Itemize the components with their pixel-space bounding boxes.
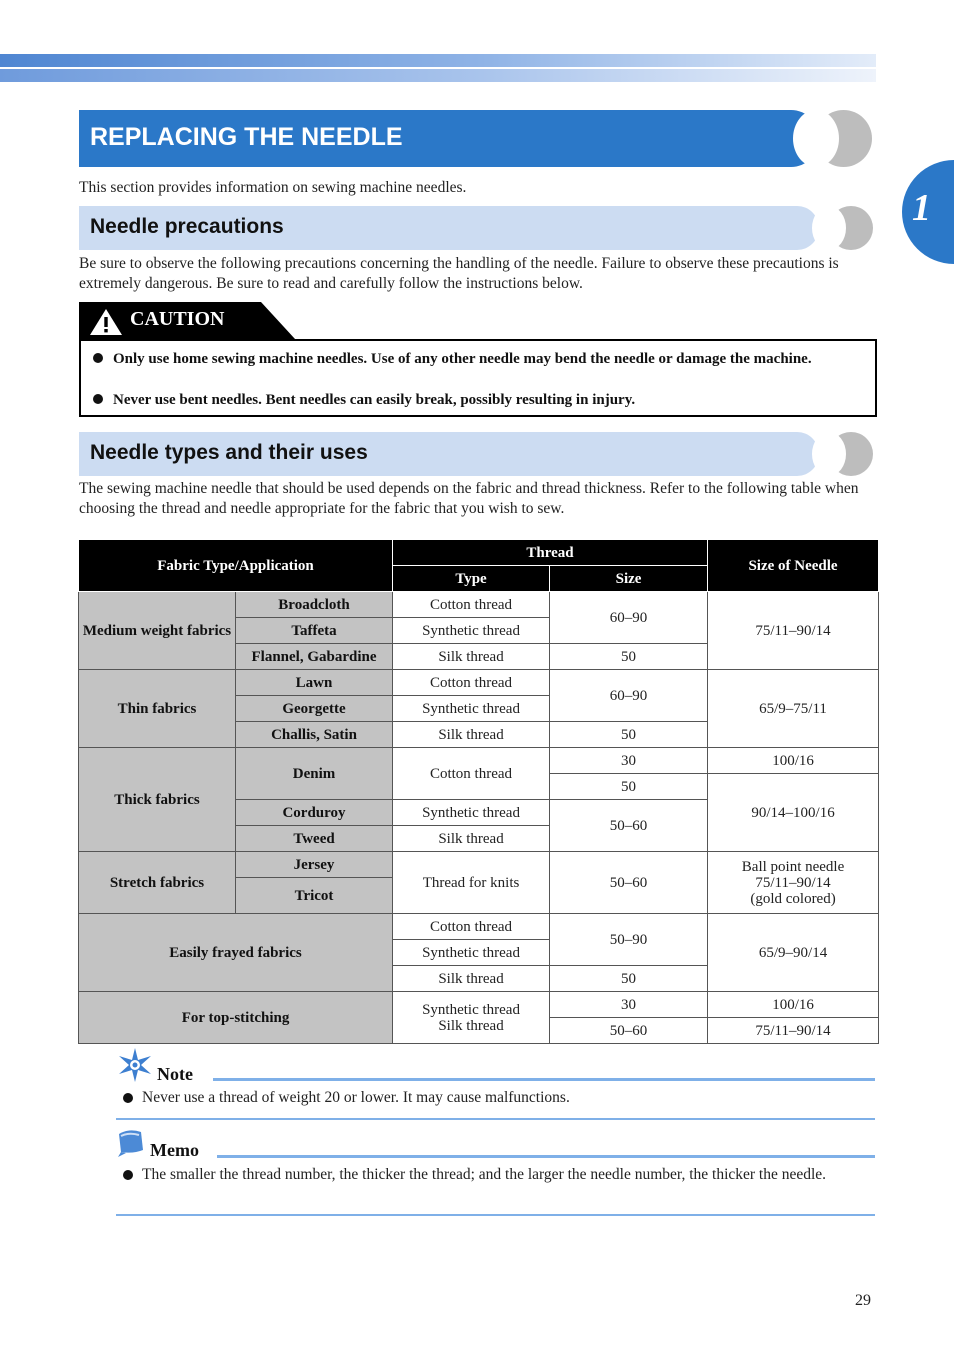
memo-bottom-rule: [116, 1214, 875, 1216]
group-cell: Medium weight fabrics: [79, 592, 236, 670]
table-row: [79, 992, 879, 1018]
thread-size-cell: 50–90: [550, 914, 708, 966]
memo-top-rule: [217, 1155, 875, 1158]
table-row: [79, 592, 879, 618]
fabric-cell: Broadcloth: [236, 592, 393, 618]
group-cell: Stretch fabrics: [79, 852, 236, 914]
needle-size-line: 75/11–90/14: [755, 874, 831, 891]
thread-size-cell: 60–90: [550, 670, 708, 722]
needle-size-line: (gold colored): [750, 890, 836, 907]
note-title: Note: [157, 1064, 193, 1084]
table-row: [79, 852, 879, 878]
table-header-row: [79, 540, 879, 566]
thread-size-cell: 50: [550, 722, 708, 748]
caution-label: CAUTION: [130, 308, 225, 330]
warning-icon: [88, 307, 124, 337]
caution-item: Never use bent needles. Bent needles can easily break, possibly resulting in injury.: [113, 392, 636, 408]
thread-type-cell: Silk thread: [393, 644, 550, 670]
thread-type-cell: Cotton thread: [393, 592, 550, 618]
group-cell: Thick fabrics: [79, 748, 236, 852]
thread-type-cell: Silk thread: [393, 966, 550, 992]
thread-type-cell: Synthetic thread: [393, 618, 550, 644]
header-type: Type: [393, 566, 550, 592]
fabric-cell: Georgette: [236, 696, 393, 722]
needle-size-cell: 100/16: [708, 748, 879, 774]
fabric-cell: Flannel, Gabardine: [236, 644, 393, 670]
needle-size-cell: 65/9–90/14: [708, 914, 879, 992]
fabric-cell: Corduroy: [236, 800, 393, 826]
precautions-heading: Needle precautions: [90, 215, 284, 238]
bullet-icon: [93, 394, 103, 404]
header-thread: Thread: [393, 540, 708, 566]
needle-thread-table: [78, 539, 879, 1044]
thread-size-cell: 50–60: [550, 1018, 708, 1044]
fabric-cell: Tweed: [236, 826, 393, 852]
thread-type-cell: Silk thread: [393, 826, 550, 852]
thread-type-cell: Cotton thread: [393, 748, 550, 800]
needle-size-line: Ball point needle: [741, 858, 845, 875]
table-row: [79, 670, 879, 696]
note-top-rule: [213, 1078, 875, 1081]
needle-size-cell: 65/9–75/11: [708, 670, 879, 748]
table-row: [79, 914, 879, 940]
thread-type-cell: Synthetic thread: [393, 940, 550, 966]
bullet-icon: [93, 353, 103, 363]
thread-size-cell: 50–60: [550, 800, 708, 852]
page-number: 29: [855, 1292, 871, 1309]
intro-text: This section provides information on sewing machine needles.: [79, 179, 467, 196]
needle-size-cell: 100/16: [708, 992, 879, 1018]
thread-size-cell: 50: [550, 966, 708, 992]
precautions-text: Be sure to observe the following precautions concerning the handling of the needle. Failure to observe these precautions is extremely dangerous. Be sure to read and carefully follow the instructions below.: [79, 255, 839, 292]
note-item: Never use a thread of weight 20 or lower. It may cause malfunctions.: [142, 1089, 570, 1106]
fabric-cell: Denim: [236, 748, 393, 800]
types-text: The sewing machine needle that should be used depends on the fabric and thread thickness. Refer to the following table when choosing the thread and needle appropriate for the fabric that you wish to sew.: [79, 480, 859, 517]
fabric-cell: Challis, Satin: [236, 722, 393, 748]
types-heading-bar: [79, 432, 819, 476]
group-cell: Easily frayed fabrics: [79, 914, 393, 992]
section-title-bar: [79, 110, 819, 167]
memo-icon: [115, 1128, 147, 1158]
note-star-icon: [116, 1047, 154, 1083]
types-bar-decoration: [829, 432, 873, 476]
section-title: REPLACING THE NEEDLE: [90, 123, 403, 151]
thread-type-cell: Thread for knits: [393, 852, 550, 914]
thread-type-cell: Synthetic thread: [393, 696, 550, 722]
needle-size-cell: 75/11–90/14: [708, 592, 879, 670]
group-cell: Thin fabrics: [79, 670, 236, 748]
note-bottom-rule: [116, 1118, 875, 1120]
needle-size-cell: 75/11–90/14: [708, 1018, 879, 1044]
thread-type-cell: Synthetic thread: [393, 800, 550, 826]
thread-size-cell: 30: [550, 992, 708, 1018]
fabric-cell: Jersey: [236, 852, 393, 878]
thread-size-cell: 50–60: [550, 852, 708, 914]
group-cell: For top-stitching: [79, 992, 393, 1044]
thread-type-cell: [393, 992, 550, 1044]
header-gradient-band: [0, 54, 876, 82]
types-heading: Needle types and their uses: [90, 441, 368, 464]
bullet-icon: [123, 1170, 133, 1180]
header-fabric: Fabric Type/Application: [79, 540, 393, 592]
chapter-number: 1: [912, 187, 931, 229]
thread-type-cell: Silk thread: [393, 722, 550, 748]
fabric-cell: Tricot: [236, 878, 393, 914]
precautions-bar-decoration: [829, 206, 873, 250]
thread-type-cell: Cotton thread: [393, 670, 550, 696]
header-needle-size: Size of Needle: [708, 540, 879, 592]
precautions-heading-bar: [79, 206, 819, 250]
section-bar-decoration: [815, 110, 872, 167]
fabric-cell: Lawn: [236, 670, 393, 696]
thread-type-line: Silk thread: [438, 1017, 504, 1034]
thread-type-line: Synthetic thread: [422, 1001, 520, 1018]
memo-title: Memo: [150, 1140, 199, 1160]
thread-size-cell: 50: [550, 644, 708, 670]
thread-size-cell: 60–90: [550, 592, 708, 644]
fabric-cell: Taffeta: [236, 618, 393, 644]
caution-box: [79, 339, 877, 417]
memo-item: The smaller the thread number, the thicker the thread; and the larger the needle number, the thicker the needle.: [142, 1166, 827, 1183]
thread-size-cell: 50: [550, 774, 708, 800]
table-row: [79, 748, 879, 774]
needle-size-cell: 90/14–100/16: [708, 774, 879, 852]
header-size: Size: [550, 566, 708, 592]
caution-item: Only use home sewing machine needles. Use of any other needle may bend the needle or damage the machine.: [113, 351, 812, 367]
thread-size-cell: 30: [550, 748, 708, 774]
thread-type-cell: Cotton thread: [393, 914, 550, 940]
bullet-icon: [123, 1093, 133, 1103]
needle-size-cell: [708, 852, 879, 914]
